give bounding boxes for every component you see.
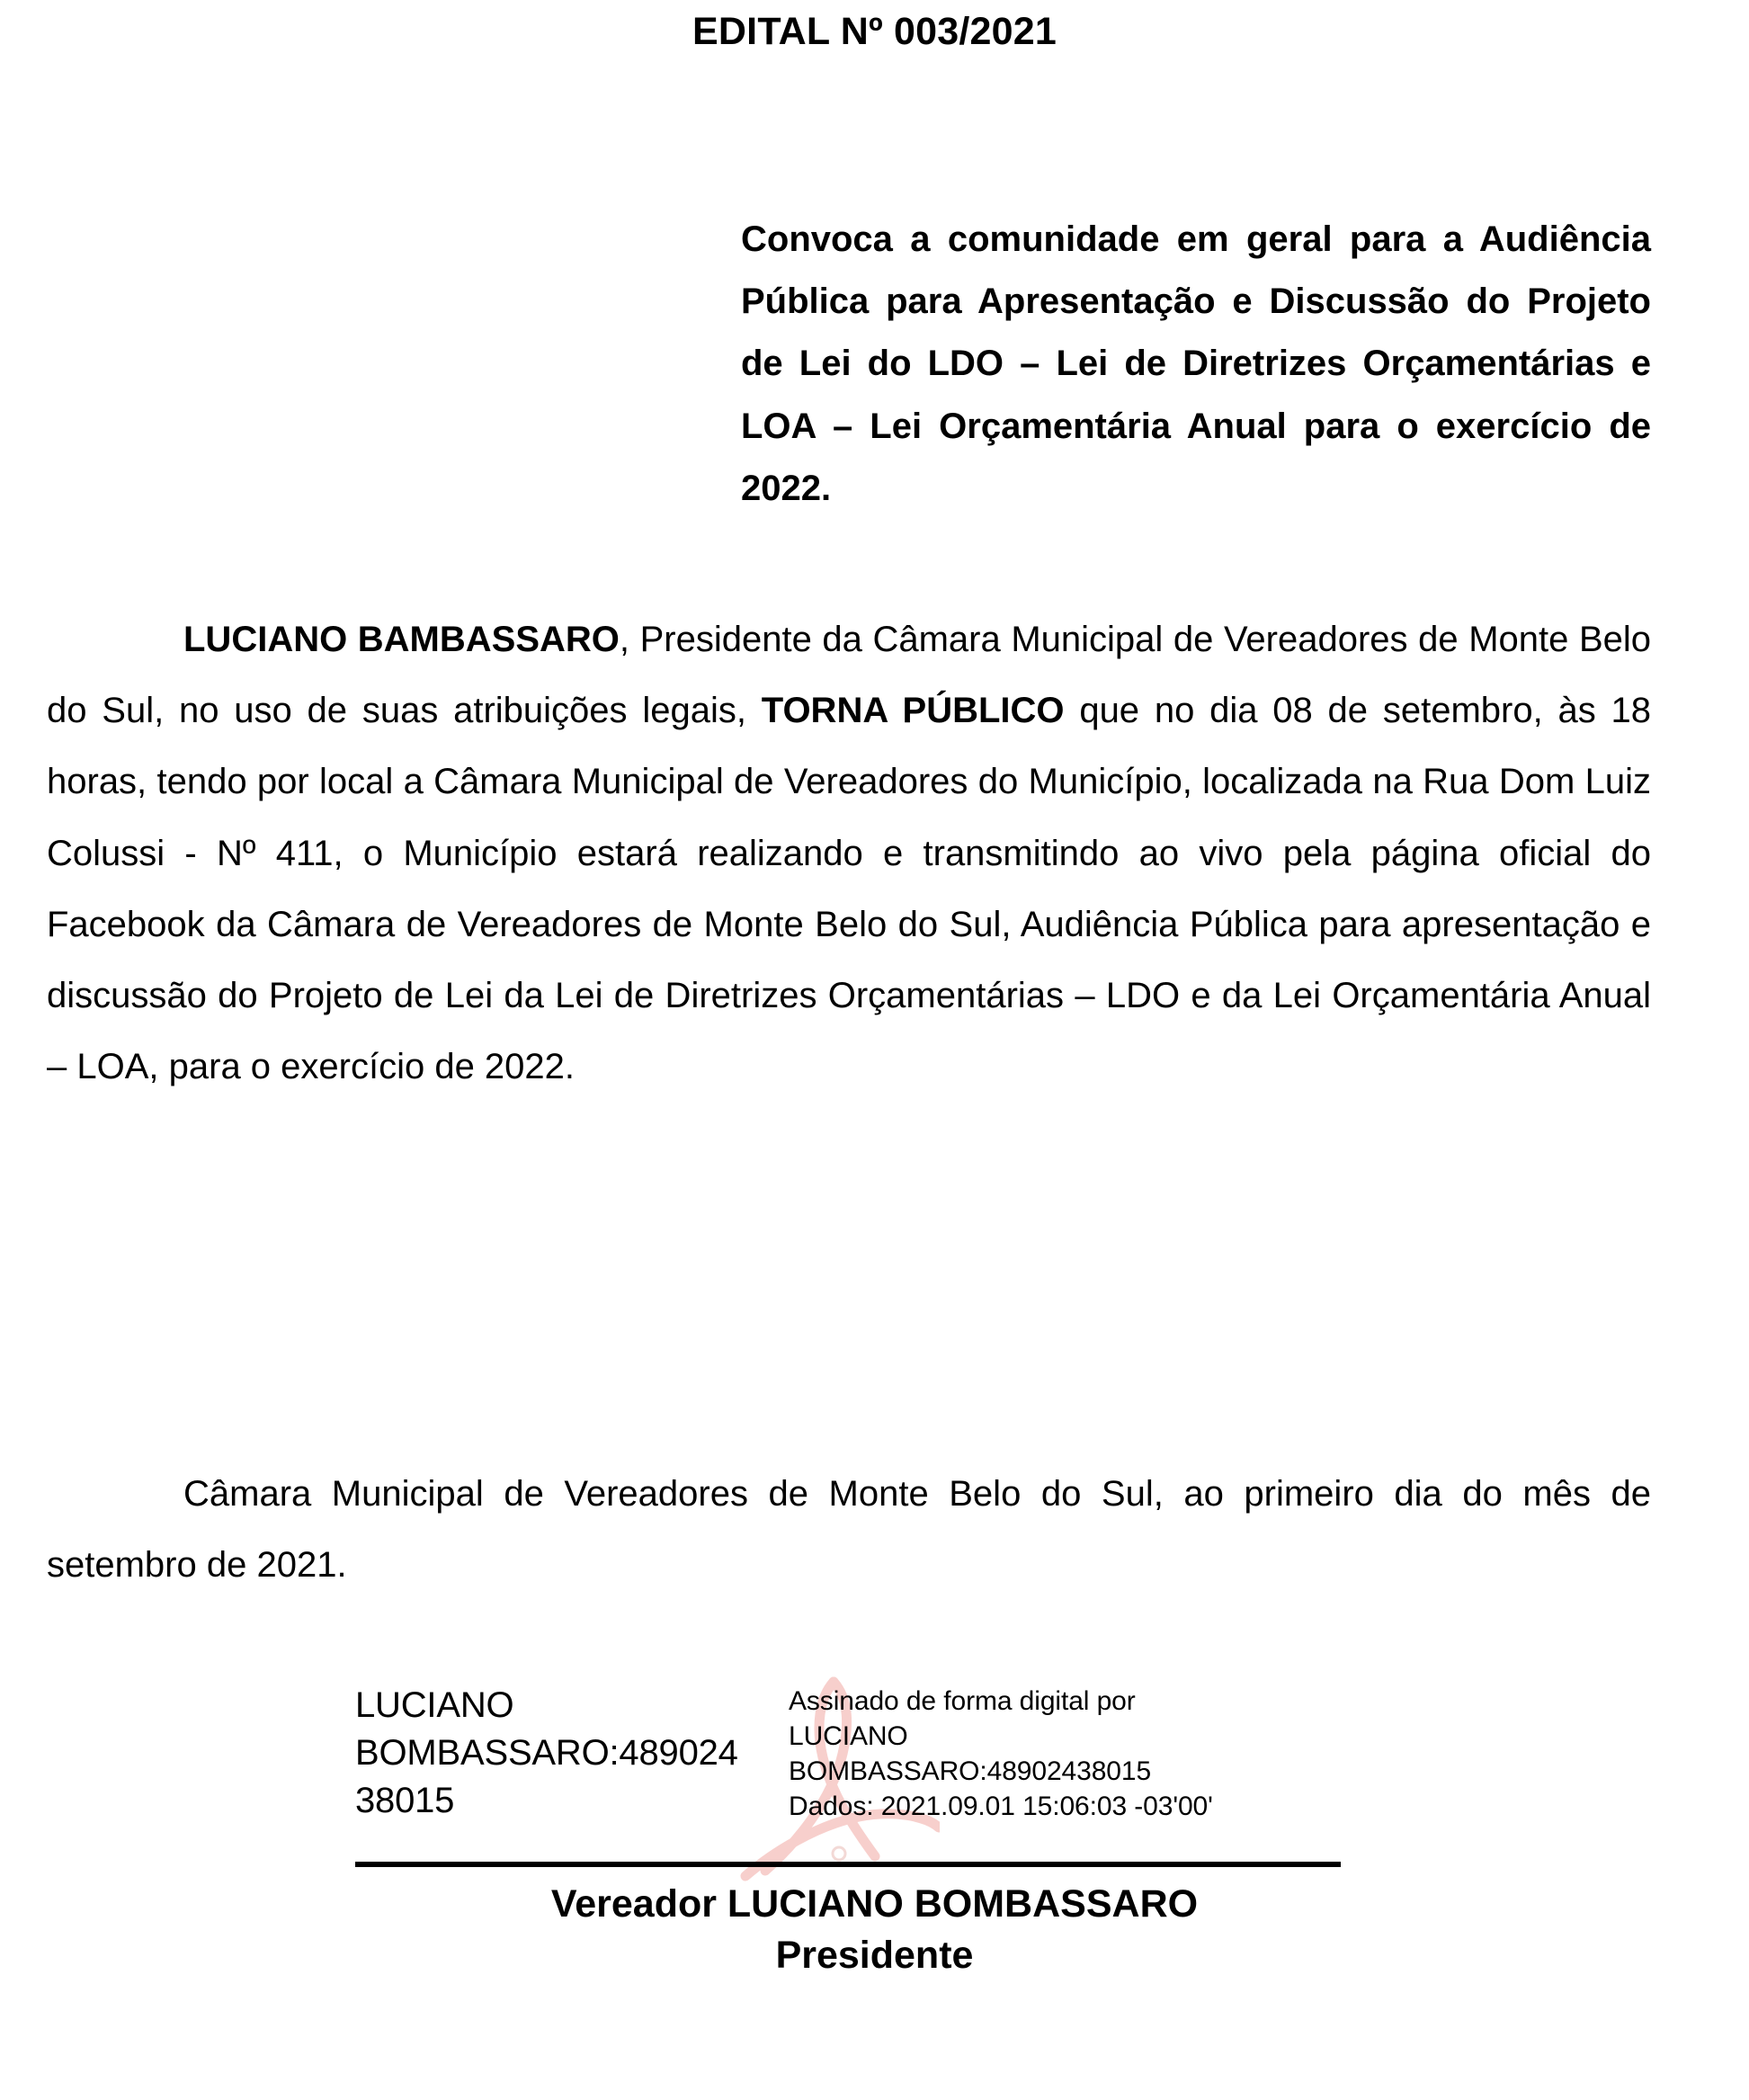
signature-detail-line-1: Assinado de forma digital por — [789, 1686, 1136, 1716]
stamp-name-line-1: LUCIANO — [355, 1685, 514, 1725]
stamp-name-line-3: 38015 — [355, 1780, 455, 1820]
signature-detail-line-3: BOMBASSARO:48902438015 — [789, 1756, 1152, 1786]
closing-text: Câmara Municipal de Vereadores de Monte Belo do Sul, ao primeiro dia do mês de setembro de 2021. — [47, 1474, 1651, 1586]
page-title: EDITAL Nº 003/2021 — [692, 10, 1057, 53]
signature-detail-line-2: LUCIANO — [789, 1721, 908, 1751]
signature-rule — [355, 1862, 1341, 1867]
signatory-name: Vereador LUCIANO BOMBASSARO — [550, 1882, 1199, 1926]
body-paragraph-2 — [47, 1459, 1651, 1601]
body-paragraph-1 — [47, 604, 1651, 1103]
signature-detail-line-4: Dados: 2021.09.01 15:06:03 -03'00' — [789, 1792, 1213, 1821]
signature-stamp-name — [355, 1682, 787, 1824]
emphasis-torna-publico: TORNA PÚBLICO — [761, 691, 1065, 731]
lead-name: LUCIANO BAMBASSARO — [183, 620, 620, 659]
signature-details — [789, 1684, 1337, 1824]
digital-signature-block — [355, 1675, 1340, 1881]
body-segment-1: , Presidente da Câmara Municipal de Vereadores de Monte Belo do Sul, no uso de suas atribuições legais, — [47, 620, 1652, 731]
signatory-role: Presidente — [775, 1934, 974, 1977]
stamp-name-line-2: BOMBASSARO:489024 — [355, 1732, 738, 1773]
body-segment-2: que no dia 08 de setembro, às 18 horas, tendo por local a Câmara Municipal de Vereadores do Município, localizada na Rua Dom Luiz Colussi - Nº 411, o Município estará realizando e transmitindo ao vivo pela página oficial do Facebook da Câmara de Vereadores de Monte Belo do Sul, Audiência Pública para apresentação e discussão do Projeto de Lei da Lei de Diretrizes Orçamentárias – LDO e da Lei Orçamentária Anual – LOA, para o exercício de 2022. — [47, 691, 1651, 1087]
ementa-block: Convoca a comunidade em geral para a Audiência Pública para Apresentação e Discussão do Projeto de Lei do LDO – Lei de Diretrizes Orçamentárias e LOA – Lei Orçamentária Anual para o exercício de 2022. — [741, 219, 1651, 508]
